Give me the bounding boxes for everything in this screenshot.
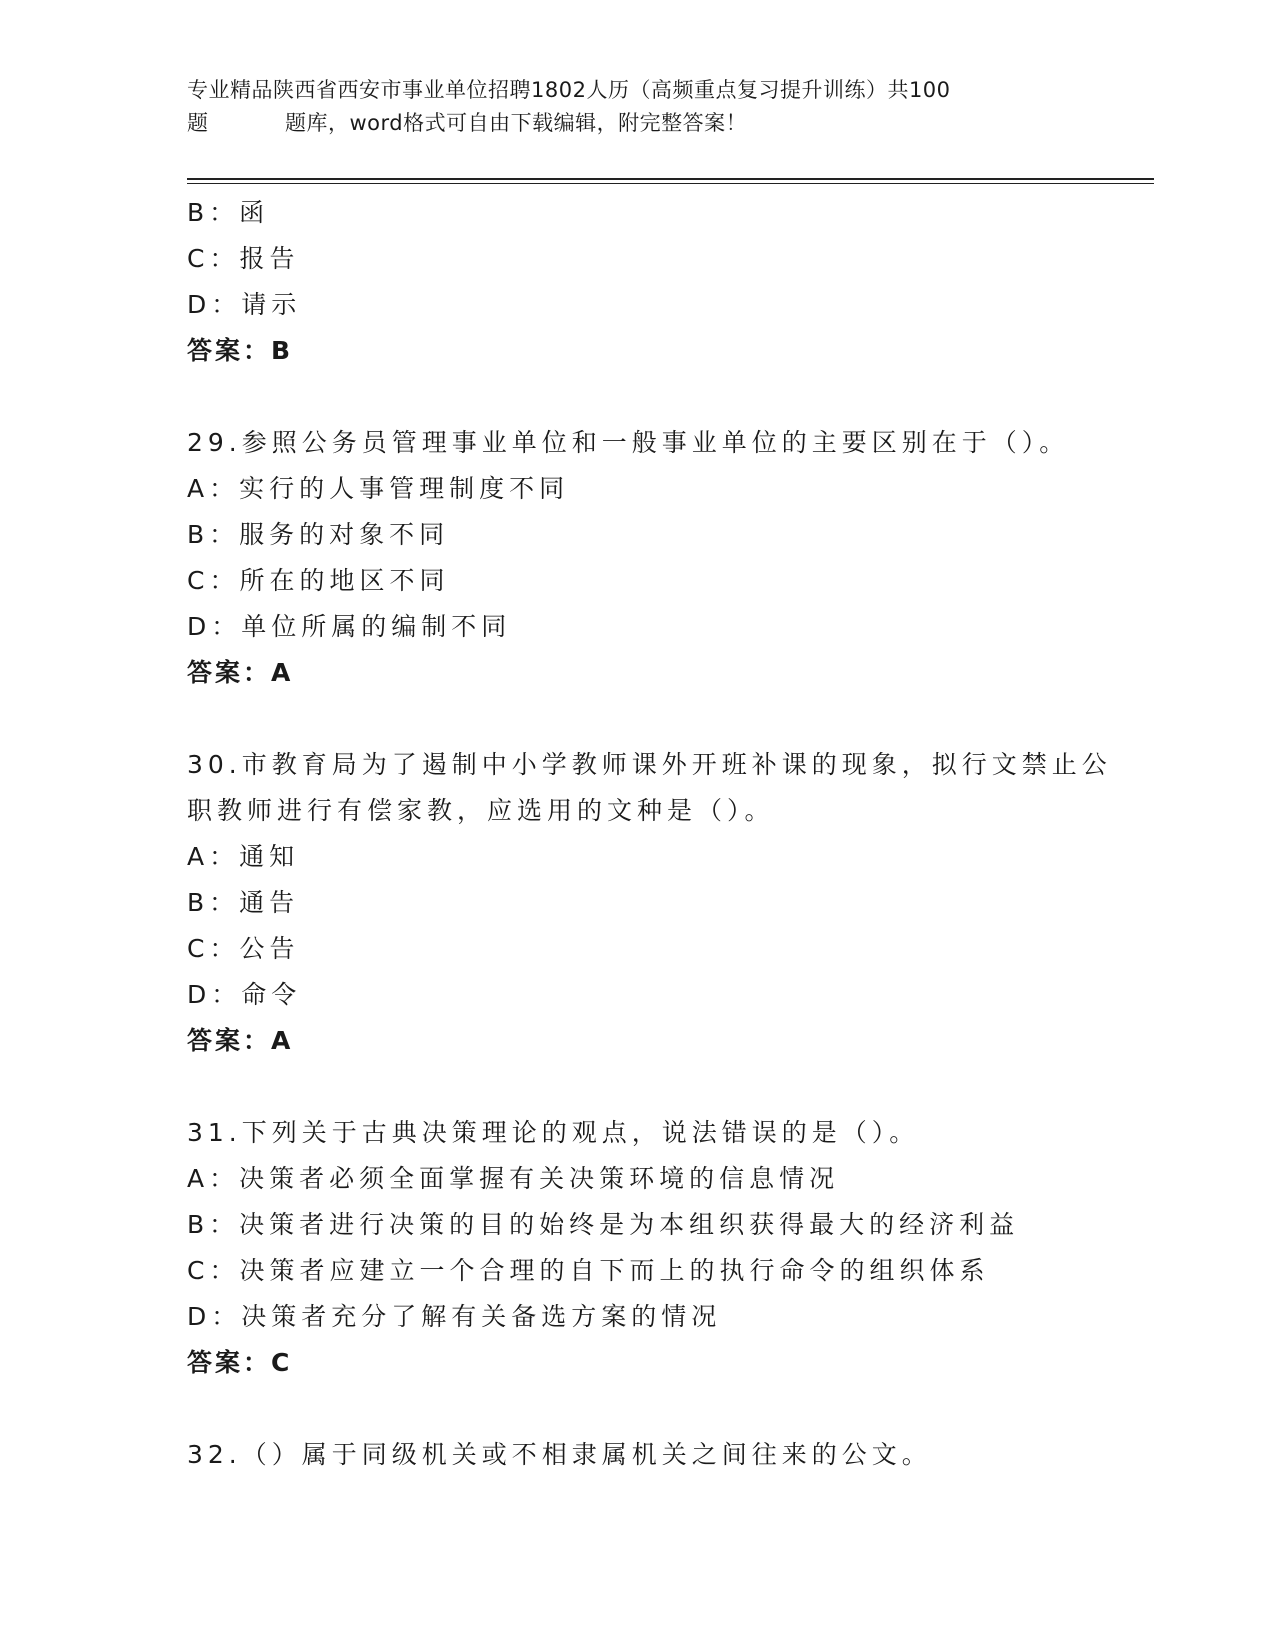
spacer [187,1386,1137,1432]
question-text: 31.下列关于古典决策理论的观点，说法错误的是（）。 [187,1118,920,1147]
header-line2-right: 题库，word格式可自由下载编辑，附完整答案！ [285,111,748,135]
question-29 [187,420,1137,696]
spacer [187,696,1137,742]
header-divider-thin [187,183,1154,184]
question-text-line2: 职教师进行有偿家教，应选用的文种是（）。 [187,796,775,825]
page-header [187,74,1107,140]
header-divider-thick [187,178,1154,180]
question-text-line1: 30.市教育局为了遏制中小学教师课外开班补课的现象，拟行文禁止公 [187,750,1112,779]
option-d: D：请示 [187,290,302,319]
answer: 答案：B [187,336,294,365]
option-b: B：服务的对象不同 [187,520,450,549]
option-c: C：报告 [187,244,300,273]
option-a: A：实行的人事管理制度不同 [187,474,570,503]
answer: 答案：C [187,1348,293,1377]
option-b: B：函 [187,198,270,227]
question-32 [187,1432,1137,1478]
header-line2-left: 题 [187,111,209,135]
option-d: D：单位所属的编制不同 [187,612,512,641]
option-b: B：决策者进行决策的目的始终是为本组织获得最大的经济利益 [187,1210,1020,1239]
spacer [187,374,1137,420]
option-c: C：所在的地区不同 [187,566,450,595]
option-a: A：决策者必须全面掌握有关决策环境的信息情况 [187,1164,840,1193]
question-text: 29.参照公务员管理事业单位和一般事业单位的主要区别在于（）。 [187,428,1070,457]
option-c: C：决策者应建立一个合理的自下而上的执行命令的组织体系 [187,1256,990,1285]
header-title-line1: 专业精品陕西省西安市事业单位招聘1802人历（高频重点复习提升训练）共100 [187,78,951,102]
answer: 答案：A [187,658,294,687]
spacer [187,1064,1137,1110]
option-c: C：公告 [187,934,300,963]
option-b: B：通告 [187,888,300,917]
question-28-tail [187,190,1137,374]
option-a: A：通知 [187,842,300,871]
option-d: D：决策者充分了解有关备选方案的情况 [187,1302,722,1331]
header-title-line2 [187,107,1107,140]
question-30 [187,742,1137,1064]
question-31 [187,1110,1137,1386]
question-text: 32.（）属于同级机关或不相隶属机关之间往来的公文。 [187,1440,932,1469]
option-d: D：命令 [187,980,302,1009]
question-list [187,190,1137,1478]
answer: 答案：A [187,1026,294,1055]
